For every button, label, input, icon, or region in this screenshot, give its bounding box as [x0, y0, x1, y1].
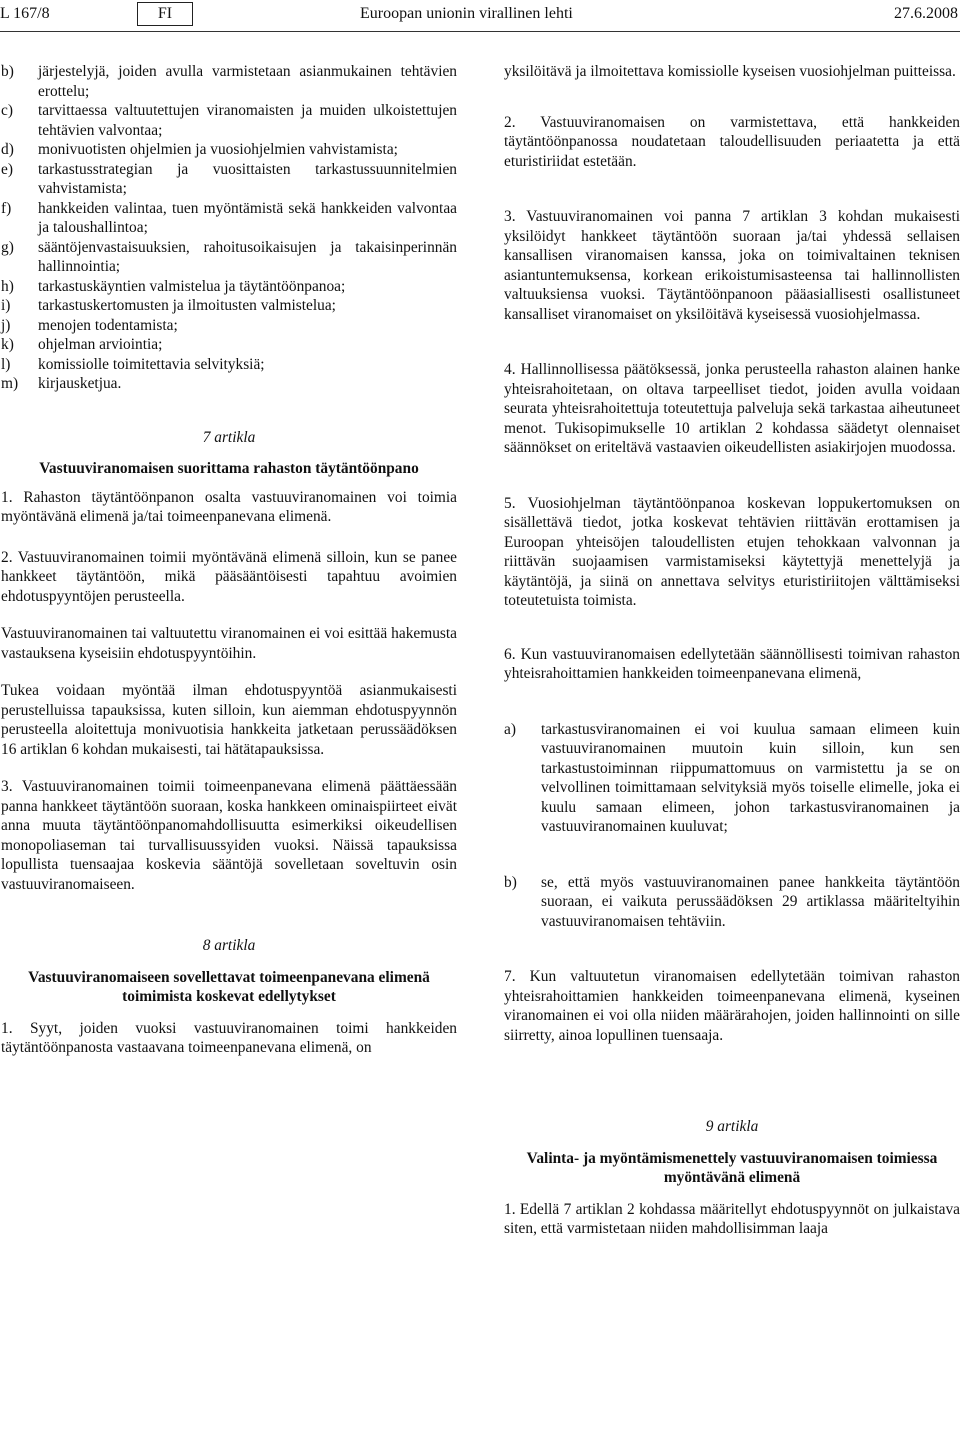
item-text: komissiolle toimitettavia selvityksiä; [38, 355, 265, 373]
language-code-box: FI [137, 2, 193, 26]
item-label: a) [504, 720, 516, 738]
article-8-number: 8 artikla [202, 937, 256, 954]
item-text: ohjelman arviointia; [38, 336, 163, 353]
list-item [1, 238, 457, 277]
item-text: tarvittaessa valtuutettujen viranomaisten ja muiden ulkoistettujen tehtävien valvontaa; [38, 102, 457, 139]
article-7-title: Vastuuviranomaisen suorittama rahaston täytäntöönpano [39, 460, 419, 477]
article-8-title: Vastuuviranomaiseen sovellettavat toimeenpanevana elimenä toimimista koskevat edellytykset [28, 968, 430, 1005]
article-8-paragraph-1: 1. Syyt, joiden vuoksi vastuuviranomainen toimi hankkeiden täytäntöönpanosta vastaavana toimeenpanevana elimenä, on [1, 1019, 457, 1056]
article-7-paragraph-1: 1. Rahaston täytäntöönpanon osalta vastuuviranomainen voi toimia myöntävänä elimenä ja/tai toimeenpanevana elimenä. [1, 488, 457, 525]
list-item [1, 277, 457, 297]
paragraph-3: 3. Vastuuviranomainen voi panna 7 artiklan 3 kohdan mukaisesti yksilöidyt hankkeet täytäntöön suoraan ja/tai yhdessä sellaisen kansallisen viranomaisen kanssa, joka on toimivaltainen teknisen asiantuntemuksensa, korkean erikoistumisasteensa tai hallinnollisten valtuuksiensa vuoksi. Täytäntöönpanoon pääasiallisesti osallistuneet kansalliset viranomaiset on yksilöitävä kyseisessä vuosiohjelmassa. [504, 208, 960, 323]
item-label: k) [1, 336, 14, 353]
journal-title: Euroopan unionin virallinen lehti [360, 5, 573, 22]
list-item [504, 720, 960, 837]
article-7-paragraph-2b: Vastuuviranomainen tai valtuutettu viranomainen ei voi esittää hakemusta vastauksena kyseisiin ehdotuspyyntöihin. [1, 625, 457, 662]
article-7-paragraph-2c: Tukea voidaan myöntää ilman ehdotuspyyntöä asianmukaisesti perustelluissa tapauksissa, kuten silloin, kun aiemman ehdotuspyynnön perusteella aloitettuja monivuotisia hankkeita jatketaan perussäädöksen 16 artiklan 6 kohdan mukaisesti, tai hätätapauksissa. [1, 682, 457, 758]
article-9-paragraph-1: 1. Edellä 7 artiklan 2 kohdassa määritellyt ehdotuspyynnöt on julkaistava siten, että varmistetaan niiden mahdollisimman laaja [504, 1200, 960, 1237]
item-label: e) [1, 160, 13, 178]
list-item [1, 62, 457, 101]
item-text: menojen todentamista; [38, 316, 178, 334]
list-item [1, 199, 457, 238]
item-label: f) [1, 199, 12, 217]
issue-number: L 167/8 [0, 5, 50, 22]
page-header [0, 0, 960, 30]
item-text: järjestelyjä, joiden avulla varmistetaan asianmukainen tehtävien erottelu; [38, 63, 457, 100]
list-item [504, 873, 960, 932]
article-7-paragraph-3: 3. Vastuuviranomainen toimii toimeenpanevana elimenä päättäessään panna hankkeet täytäntöön suoraan, koska hankkeen ominaispiirteet eivät anna muuta täytäntöönpanomahdollisuutta esimerkiksi oikeudellisen monopoliaseman tai turvallisuussyiden vuoksi. Näissä tapauksissa lopullista tuensaajaa koskevia sääntöjä sovelletaan soveltuvin osin vastuuviranomaiseen. [1, 778, 457, 893]
list-item [1, 374, 457, 394]
paragraph-2: 2. Vastuuviranomaisen on varmistettava, että hankkeiden täytäntöönpanossa noudatetaan taloudellisuuden periaatetta ja että eturistiriidat estetään. [504, 113, 960, 170]
item-label: l) [1, 355, 11, 373]
item-text: tarkastusviranomainen ei voi kuulua samaan elimeen kuin vastuuviranomainen muutoin kuin silloin, kun sen tarkastustoiminnan riippumattomuus on varmistettu ja se on velvollinen toimittamaan selvityksiä myös toiselle elimelle, joka ei kuulu samaan elimeen, johon tarkastusviranomainen ja vastuuviranomainen kuuluvat; [541, 720, 960, 835]
continued-paragraph: yksilöitävä ja ilmoitettava komissiolle kyseisen vuosiohjelman puitteissa. [504, 63, 956, 80]
article-9-number: 9 artikla [705, 1118, 759, 1135]
item-label: m) [1, 375, 19, 392]
item-label: c) [1, 102, 13, 119]
item-text: monivuotisten ohjelmien ja vuosiohjelmien vahvistamista; [38, 141, 398, 158]
item-text: se, että myös vastuuviranomainen panee hankkeita täytäntöön suoraan, ei vaikuta perussäädöksen 29 artiklassa määriteltyihin vastuuviranomaisen tehtäviin. [541, 873, 960, 930]
left-column [1, 62, 457, 1058]
item-text: tarkastuskertomusten ja ilmoitusten valmistelua; [38, 297, 336, 314]
list-item [1, 355, 457, 375]
item-text: tarkastusstrategian ja vuosittaisten tarkastussuunnitelmien vahvistamista; [38, 160, 457, 197]
article-7-paragraph-2: 2. Vastuuviranomainen toimii myöntävänä elimenä silloin, kun se panee hankkeet täytäntöön, mikä pääsääntöisesti tapahtuu avoimien ehdotuspyyntöjen perusteella. [1, 548, 457, 605]
item-label: b) [1, 63, 14, 80]
item-label: h) [1, 277, 14, 295]
list-item [1, 160, 457, 199]
item-text: hankkeiden valintaa, tuen myöntämistä sekä hankkeiden valvontaa ja taloushallintoa; [38, 199, 457, 236]
list-item [1, 316, 457, 336]
paragraph-7: 7. Kun valtuutetun viranomaisen edellytetään toimivan rahaston yhteisrahoittamien hankkeiden toimeenpanevana elimenä, kyseinen viranomainen ei voi olla niiden määrärahojen, joiden hallinnointi on sille siirretty, ainoa lopullinen tuensaaja. [504, 968, 960, 1044]
header-rule [0, 31, 960, 32]
article-9-title: Valinta- ja myöntämismenettely vastuuviranomaisen toimiessa myöntävänä elimenä [526, 1149, 938, 1186]
item-label: b) [504, 873, 517, 891]
right-column [504, 62, 960, 1239]
item-label: i) [1, 297, 11, 314]
item-text: sääntöjenvastaisuuksien, rahoitusoikaisujen ja takaisinperinnän hallinnointia; [38, 238, 457, 275]
article-7-number: 7 artikla [202, 428, 256, 446]
item-text: kirjausketjua. [38, 375, 122, 392]
list-item [1, 335, 457, 355]
publication-date: 27.6.2008 [894, 5, 958, 22]
item-label: d) [1, 141, 14, 158]
paragraph-5: 5. Vuosiohjelman täytäntöönpanoa koskevan loppukertomuksen on sisällettävä tiedot, jotka koskevat tehtävien riittävän erottamisen ja Euroopan yhteisöjen taloudellisten etujen tehokkaan valvonnan ja riittävän suojaamisen varmistamiseksi käytettyjä menettelyjä ja käytäntöjä, ja siinä on annettava selvitys eturistiriitojen välttämiseksi toteutetuista toimista. [504, 494, 960, 609]
list-item [1, 296, 457, 316]
item-text: tarkastuskäyntien valmistelua ja täytäntöönpanoa; [38, 277, 346, 295]
list-item [1, 140, 457, 160]
item-label: j) [1, 316, 11, 334]
list-item [1, 101, 457, 140]
paragraph-4: 4. Hallinnollisessa päätöksessä, jonka perusteella rahaston alainen hanke yhteisrahoitetaan, on oltava tarpeelliset tiedot, joiden avulla voidaan seurata yhteisrahoitettuja toteutettuja palveluja sekä tarkastaa aiheutuneet menot. Tukisopimukselle 10 artiklan 2 kohdassa säädetyt olennaiset säännökset on eriteltävä vastaavien oikeudellisten asiakirjojen muodossa. [504, 361, 960, 456]
item-label: g) [1, 238, 14, 256]
paragraph-6: 6. Kun vastuuviranomaisen edellytetään säännöllisesti toimivan rahaston yhteisrahoittamien hankkeiden toimeenpanevana elimenä, [504, 645, 960, 682]
